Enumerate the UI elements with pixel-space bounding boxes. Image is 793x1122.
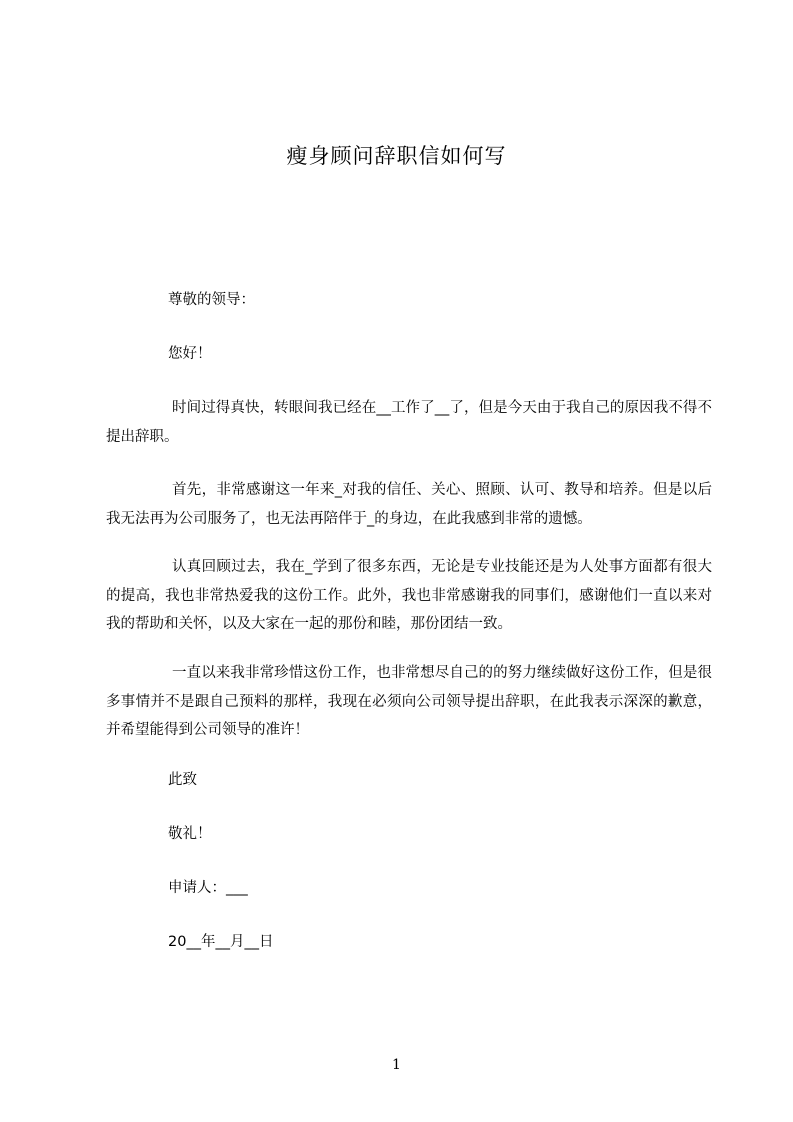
salutation: 尊敬的领导： xyxy=(168,292,255,308)
applicant-line: 申请人：___ xyxy=(168,880,248,896)
closing-line-1: 此致 xyxy=(168,772,197,788)
page-number: 1 xyxy=(392,1057,401,1073)
closing-line-2: 敬礼！ xyxy=(168,826,212,842)
paragraph-1: 时间过得真快，转眼间我已经在__工作了__了，但是今天由于我自己的原因我不得不提出辞职。 xyxy=(106,400,712,445)
paragraph-2: 首先，非常感谢这一年来_对我的信任、关心、照顾、认可、教导和培养。但是以后我无法再为公司服务了，也无法再陪伴于_的身边，在此我感到非常的遗憾。 xyxy=(106,482,712,527)
document-title: 瘦身顾问辞职信如何写 xyxy=(286,144,507,168)
paragraph-3: 认真回顾过去，我在_学到了很多东西，无论是专业技能还是为人处事方面都有很大的提高，我也非常热爱我的这份工作。此外，我也非常感谢我的同事们，感谢他们一直以来对我的帮助和关怀，以及大家在一起的那份和睦，那份团结一致。 xyxy=(106,559,712,632)
date-line: 20__年__月__日 xyxy=(168,934,274,950)
paragraph-4: 一直以来我非常珍惜这份工作，也非常想尽自己的的努力继续做好这份工作，但是很多事情并不是跟自己预料的那样，我现在必须向公司领导提出辞职，在此我表示深深的歉意，并希望能得到公司领导的准许！ xyxy=(106,665,712,738)
greeting: 您好！ xyxy=(168,346,212,362)
